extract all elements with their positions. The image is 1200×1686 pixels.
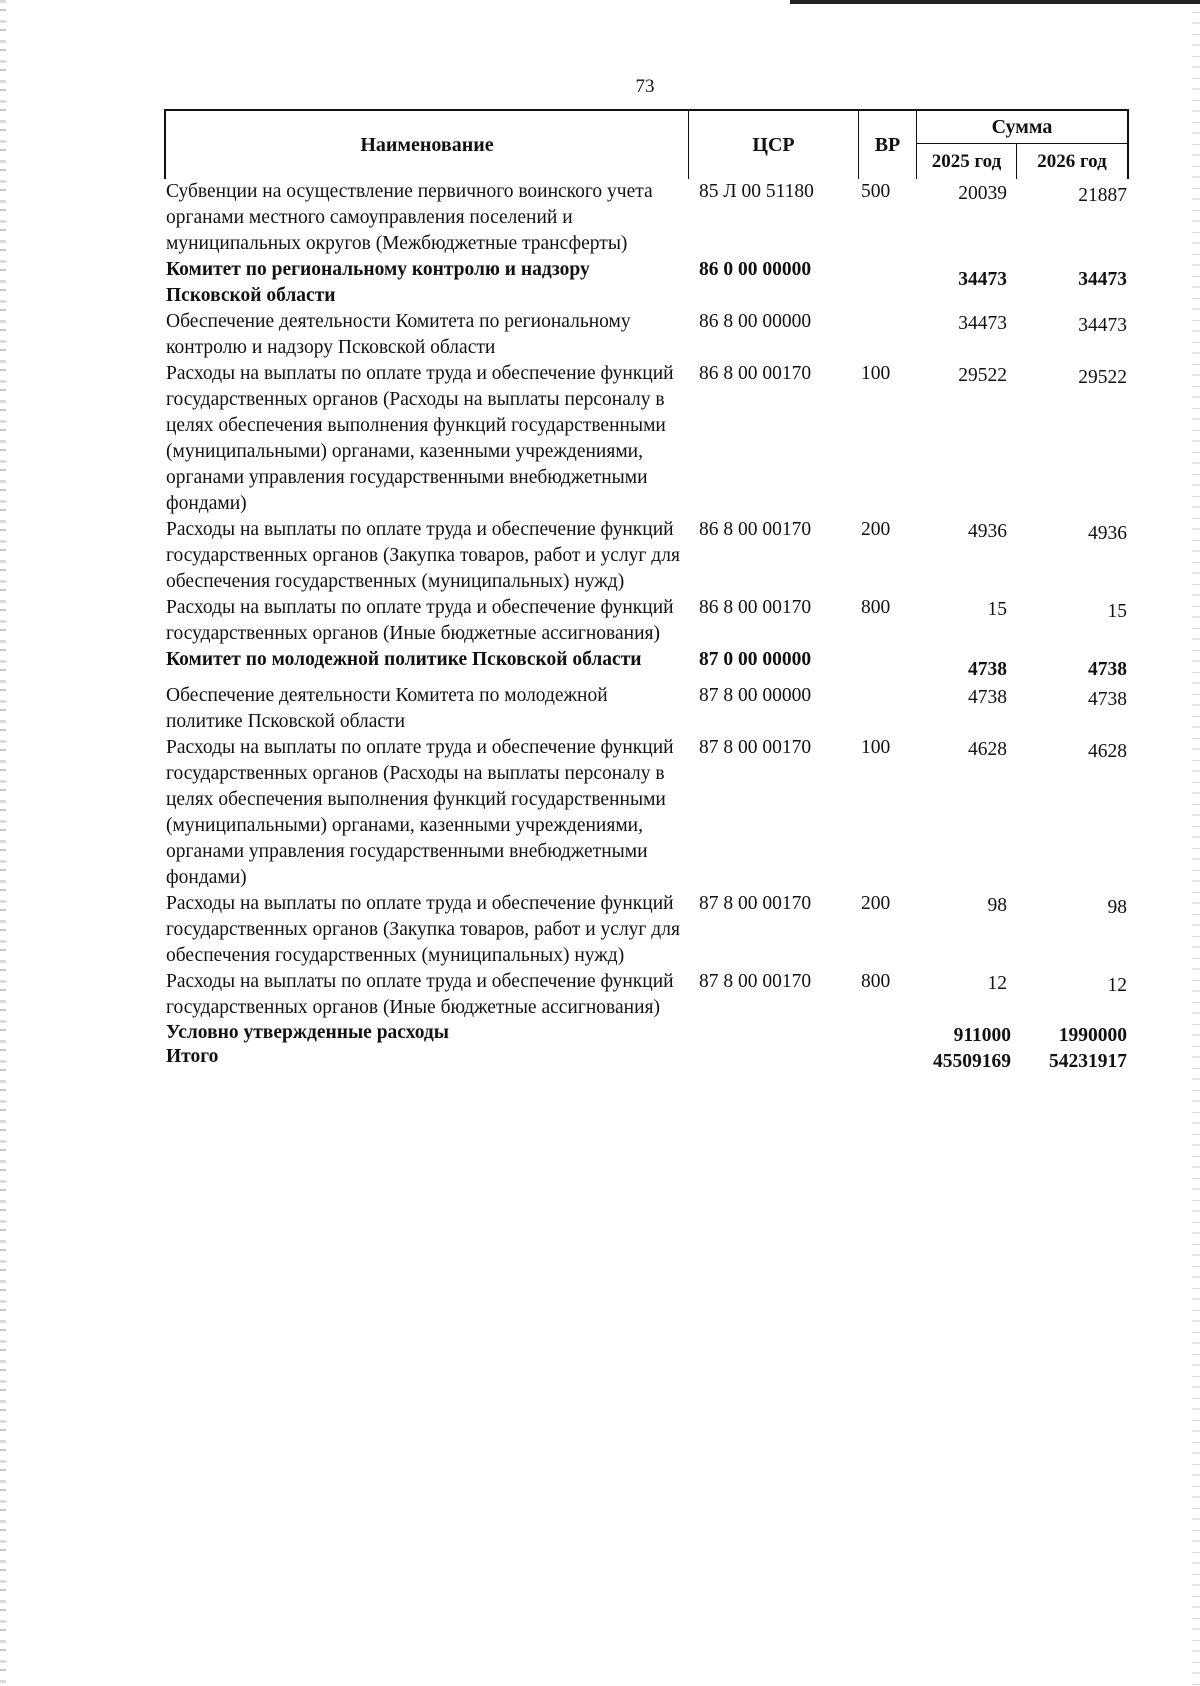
scan-top-line — [790, 0, 1200, 4]
table-row — [164, 595, 1129, 647]
row-2025: 12 — [987, 973, 1007, 994]
row-csr: 87 8 00 00000 — [699, 685, 812, 706]
row-vr: 100 — [861, 737, 891, 758]
row-csr: 87 0 00 00000 — [699, 649, 812, 670]
row-csr: 86 8 00 00170 — [699, 597, 812, 618]
row-2025: 20039 — [958, 183, 1007, 204]
row-name: Субвенции на осуществление первичного воинского учета органами местного самоуправления поселений и муниципальных округов (Межбюджетные трансферты) — [166, 181, 653, 254]
row-vr: 800 — [861, 971, 891, 992]
row-2026: 29522 — [1078, 367, 1127, 388]
row-csr: 86 0 00 00000 — [699, 259, 812, 280]
row-2025: 15 — [987, 599, 1007, 620]
table-row — [164, 257, 1129, 309]
row-name: Расходы на выплаты по оплате труда и обеспечение функций государственных органов (Иные бюджетные ассигнования) — [166, 971, 674, 1018]
row-name: Обеспечение деятельности Комитета по региональному контролю и надзору Псковской области — [166, 311, 631, 358]
row-name: Комитет по региональному контролю и надзору Псковской области — [166, 259, 590, 306]
total-label: Итого — [166, 1046, 219, 1067]
row-csr: 85 Л 00 51180 — [699, 181, 814, 202]
table-footer — [164, 1021, 1129, 1075]
row-csr: 87 8 00 00170 — [699, 971, 812, 992]
table-row — [164, 647, 1129, 683]
row-2026: 34473 — [1078, 269, 1127, 290]
table-row — [164, 309, 1129, 361]
row-vr: 800 — [861, 597, 891, 618]
table-header — [164, 109, 1129, 179]
row-name: Комитет по молодежной политике Псковской области — [166, 649, 642, 670]
conditional-expenses-2026: 1990000 — [1058, 1025, 1127, 1046]
table-row — [164, 735, 1129, 891]
row-csr: 86 8 00 00170 — [699, 363, 812, 384]
row-2026: 12 — [1107, 975, 1127, 996]
row-2025: 34473 — [958, 313, 1007, 334]
row-vr: 500 — [861, 181, 891, 202]
scan-edge-right — [1192, 0, 1200, 1686]
header-vr: ВР — [859, 111, 917, 179]
row-vr — [857, 647, 915, 683]
row-2026: 21887 — [1078, 185, 1127, 206]
row-vr: 200 — [861, 893, 891, 914]
row-2026: 4738 — [1088, 689, 1127, 710]
page-number: 73 — [635, 76, 655, 97]
total-2026: 54231917 — [1049, 1051, 1127, 1072]
total-2025: 45509169 — [933, 1051, 1011, 1072]
row-2025: 4936 — [968, 521, 1007, 542]
row-name: Обеспечение деятельности Комитета по молодежной политике Псковской области — [166, 685, 608, 732]
footer-labels — [164, 1021, 915, 1075]
row-vr: 100 — [861, 363, 891, 384]
table-row — [164, 683, 1129, 735]
scan-edge-left — [0, 0, 6, 1686]
row-name: Расходы на выплаты по оплате труда и обеспечение функций государственных органов (Иные бюджетные ассигнования) — [166, 597, 674, 644]
row-vr — [857, 683, 915, 735]
conditional-expenses-label: Условно утвержденные расходы — [166, 1022, 449, 1043]
row-2025: 4628 — [968, 739, 1007, 760]
row-2026: 34473 — [1078, 315, 1127, 336]
row-2025: 98 — [987, 895, 1007, 916]
header-csr: ЦСР — [689, 111, 859, 179]
row-csr: 86 8 00 00000 — [699, 311, 812, 332]
header-year-2026: 2026 год — [1037, 150, 1107, 172]
row-vr: 200 — [861, 519, 891, 540]
row-csr: 86 8 00 00170 — [699, 519, 812, 540]
header-name: Наименование — [166, 111, 689, 179]
header-sum: Сумма — [917, 111, 1127, 144]
table-row — [164, 969, 1129, 1021]
row-vr — [857, 309, 915, 361]
row-vr — [857, 257, 915, 309]
row-2026: 4738 — [1088, 659, 1127, 680]
row-name: Расходы на выплаты по оплате труда и обеспечение функций государственных органов (Закупка товаров, работ и услуг для обеспечения государственных (муниципальных) нужд) — [166, 519, 680, 592]
table-row — [164, 891, 1129, 969]
row-2026: 4936 — [1088, 523, 1127, 544]
table-body — [164, 179, 1129, 1021]
row-name: Расходы на выплаты по оплате труда и обеспечение функций государственных органов (Расходы на выплаты персоналу в целях обеспечения выполнения функций государственными (муниципальными) органами, казенными учреждениями, органами управления государственными внебюджетными фондами) — [166, 737, 674, 888]
table-row — [164, 179, 1129, 257]
row-csr: 87 8 00 00170 — [699, 737, 812, 758]
header-year-2025: 2025 год — [917, 144, 1017, 179]
table-row — [164, 361, 1129, 517]
row-name: Расходы на выплаты по оплате труда и обеспечение функций государственных органов (Расходы на выплаты персоналу в целях обеспечения выполнения функций государственными (муниципальными) органами, казенными учреждениями, органами управления государственными внебюджетными фондами) — [166, 363, 674, 514]
row-2025: 34473 — [958, 269, 1007, 290]
footer-year-2025 — [915, 1021, 1015, 1075]
row-2026: 98 — [1107, 897, 1127, 918]
table-row — [164, 517, 1129, 595]
row-csr: 87 8 00 00170 — [699, 893, 812, 914]
row-2026: 15 — [1107, 601, 1127, 622]
footer-year-2026 — [1015, 1021, 1129, 1075]
row-2026: 4628 — [1088, 741, 1127, 762]
budget-table — [164, 109, 1129, 1075]
row-2025: 4738 — [968, 687, 1007, 708]
row-name: Расходы на выплаты по оплате труда и обеспечение функций государственных органов (Закупка товаров, работ и услуг для обеспечения государственных (муниципальных) нужд) — [166, 893, 680, 966]
conditional-expenses-2025: 911000 — [953, 1025, 1011, 1046]
row-2025: 29522 — [958, 365, 1007, 386]
row-2025: 4738 — [968, 659, 1007, 680]
